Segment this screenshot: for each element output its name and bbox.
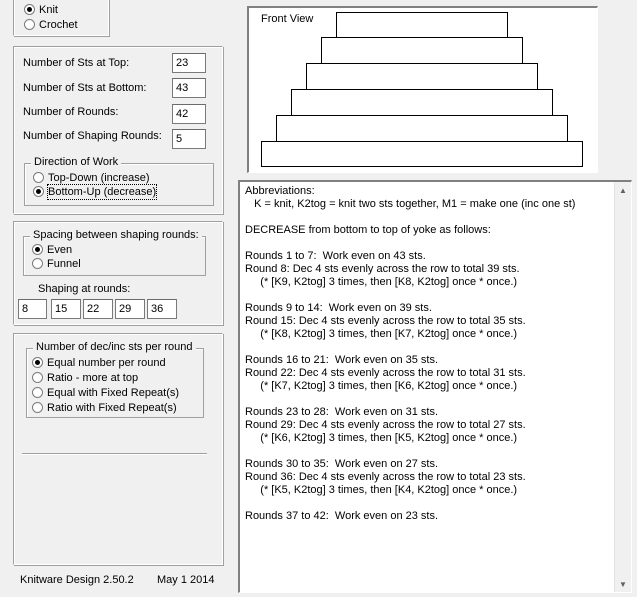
instruction-line: (* [K6, K2tog] 3 times, then [K5, K2tog] once * once.) bbox=[245, 432, 518, 444]
instruction-line: Rounds 16 to 21: Work even on 35 sts. bbox=[245, 354, 439, 366]
yoke-step-5 bbox=[276, 115, 568, 142]
instruction-line: (* [K7, K2tog] 3 times, then [K6, K2tog] once * once.) bbox=[245, 380, 518, 392]
scroll-up-arrow-icon[interactable]: ▲ bbox=[619, 185, 627, 195]
even-radio-label: Even bbox=[47, 244, 73, 256]
decinc-group-title: Number of dec/inc sts per round bbox=[33, 341, 196, 353]
instruction-line: Round 29: Dec 4 sts evenly across the row to total 27 sts. bbox=[245, 419, 526, 431]
ratio-fixed-repeat-radio-button[interactable] bbox=[32, 402, 43, 413]
equal-number-radio-label: Equal number per round bbox=[47, 357, 166, 369]
instruction-line: Round 15: Dec 4 sts evenly across the row to total 35 sts. bbox=[245, 315, 526, 327]
instructions-output[interactable] bbox=[238, 180, 632, 593]
scroll-down-arrow-icon[interactable]: ▼ bbox=[619, 579, 627, 589]
instruction-line: Rounds 23 to 28: Work even on 31 sts. bbox=[245, 406, 439, 418]
vertical-scrollbar[interactable] bbox=[614, 182, 631, 592]
crochet-radio-label: Crochet bbox=[39, 19, 78, 31]
rounds-label: Number of Rounds: bbox=[23, 106, 119, 118]
instruction-line: Abbreviations: bbox=[245, 185, 315, 197]
top-down-radio-label: Top-Down (increase) bbox=[48, 172, 150, 184]
yoke-step-6 bbox=[261, 141, 583, 167]
shaping-at-rounds-label: Shaping at rounds: bbox=[38, 283, 131, 295]
front-view-title: Front View bbox=[261, 13, 314, 25]
app-version-label: Knitware Design 2.50.2 bbox=[20, 574, 134, 586]
instruction-line: (* [K9, K2tog] 3 times, then [K8, K2tog] once * once.) bbox=[245, 276, 518, 288]
knit-radio-button[interactable] bbox=[24, 4, 35, 15]
instruction-line: (* [K5, K2tog] 3 times, then [K4, K2tog] once * once.) bbox=[245, 484, 518, 496]
instruction-line: Round 22: Dec 4 sts evenly across the row to total 31 sts. bbox=[245, 367, 526, 379]
ratio-more-top-radio-button[interactable] bbox=[32, 372, 43, 383]
equal-fixed-repeat-radio-button[interactable] bbox=[32, 387, 43, 398]
instruction-line: Rounds 9 to 14: Work even on 39 sts. bbox=[245, 302, 432, 314]
equal-fixed-repeat-radio-label: Equal with Fixed Repeat(s) bbox=[47, 387, 180, 399]
funnel-radio-button[interactable] bbox=[32, 258, 43, 269]
shaping-round-1-input[interactable]: 8 bbox=[18, 299, 47, 319]
sts-top-label: Number of Sts at Top: bbox=[23, 57, 130, 69]
instruction-line: Rounds 37 to 42: Work even on 23 sts. bbox=[245, 510, 439, 522]
sts-bottom-input[interactable]: 43 bbox=[172, 78, 206, 98]
shaping-round-2-input[interactable]: 15 bbox=[51, 299, 81, 319]
knit-radio-label: Knit bbox=[39, 4, 58, 16]
crochet-radio-button[interactable] bbox=[24, 19, 35, 30]
decinc-separator bbox=[22, 453, 207, 455]
instruction-line: K = knit, K2tog = knit two sts together, M1 = make one (inc one st) bbox=[245, 198, 576, 210]
app-date-label: May 1 2014 bbox=[157, 574, 215, 586]
ratio-more-top-radio-label: Ratio - more at top bbox=[47, 372, 139, 384]
shaping-round-5-input[interactable]: 36 bbox=[147, 299, 177, 319]
front-view-preview bbox=[247, 6, 598, 173]
sts-bottom-label: Number of Sts at Bottom: bbox=[23, 82, 147, 94]
bottom-up-radio-label: Bottom-Up (decrease) bbox=[48, 186, 157, 198]
yoke-step-2 bbox=[321, 37, 523, 64]
shaping-round-4-input[interactable]: 29 bbox=[115, 299, 145, 319]
rounds-input[interactable]: 42 bbox=[172, 104, 206, 124]
shaping-round-3-input[interactable]: 22 bbox=[83, 299, 113, 319]
instruction-line: DECREASE from bottom to top of yoke as follows: bbox=[245, 224, 491, 236]
shaping-rounds-label: Number of Shaping Rounds: bbox=[23, 130, 162, 142]
funnel-radio-label: Funnel bbox=[47, 258, 81, 270]
bottom-up-radio-button[interactable] bbox=[33, 186, 44, 197]
spacing-group-title: Spacing between shaping rounds: bbox=[30, 229, 202, 241]
even-radio-button[interactable] bbox=[32, 244, 43, 255]
instruction-line: (* [K8, K2tog] 3 times, then [K7, K2tog] once * once.) bbox=[245, 328, 518, 340]
yoke-step-3 bbox=[306, 63, 538, 90]
ratio-fixed-repeat-radio-label: Ratio with Fixed Repeat(s) bbox=[47, 402, 177, 414]
shaping-rounds-input[interactable]: 5 bbox=[172, 129, 206, 149]
equal-number-radio-button[interactable] bbox=[32, 357, 43, 368]
yoke-step-1 bbox=[336, 12, 508, 39]
yoke-step-4 bbox=[291, 89, 553, 116]
direction-group-title: Direction of Work bbox=[31, 156, 121, 168]
top-down-radio-button[interactable] bbox=[33, 172, 44, 183]
instruction-line: Round 36: Dec 4 sts evenly across the row to total 23 sts. bbox=[245, 471, 526, 483]
sts-top-input[interactable]: 23 bbox=[172, 53, 206, 73]
instruction-line: Rounds 1 to 7: Work even on 43 sts. bbox=[245, 250, 426, 262]
instruction-line: Rounds 30 to 35: Work even on 27 sts. bbox=[245, 458, 439, 470]
instruction-line: Round 8: Dec 4 sts evenly across the row to total 39 sts. bbox=[245, 263, 520, 275]
